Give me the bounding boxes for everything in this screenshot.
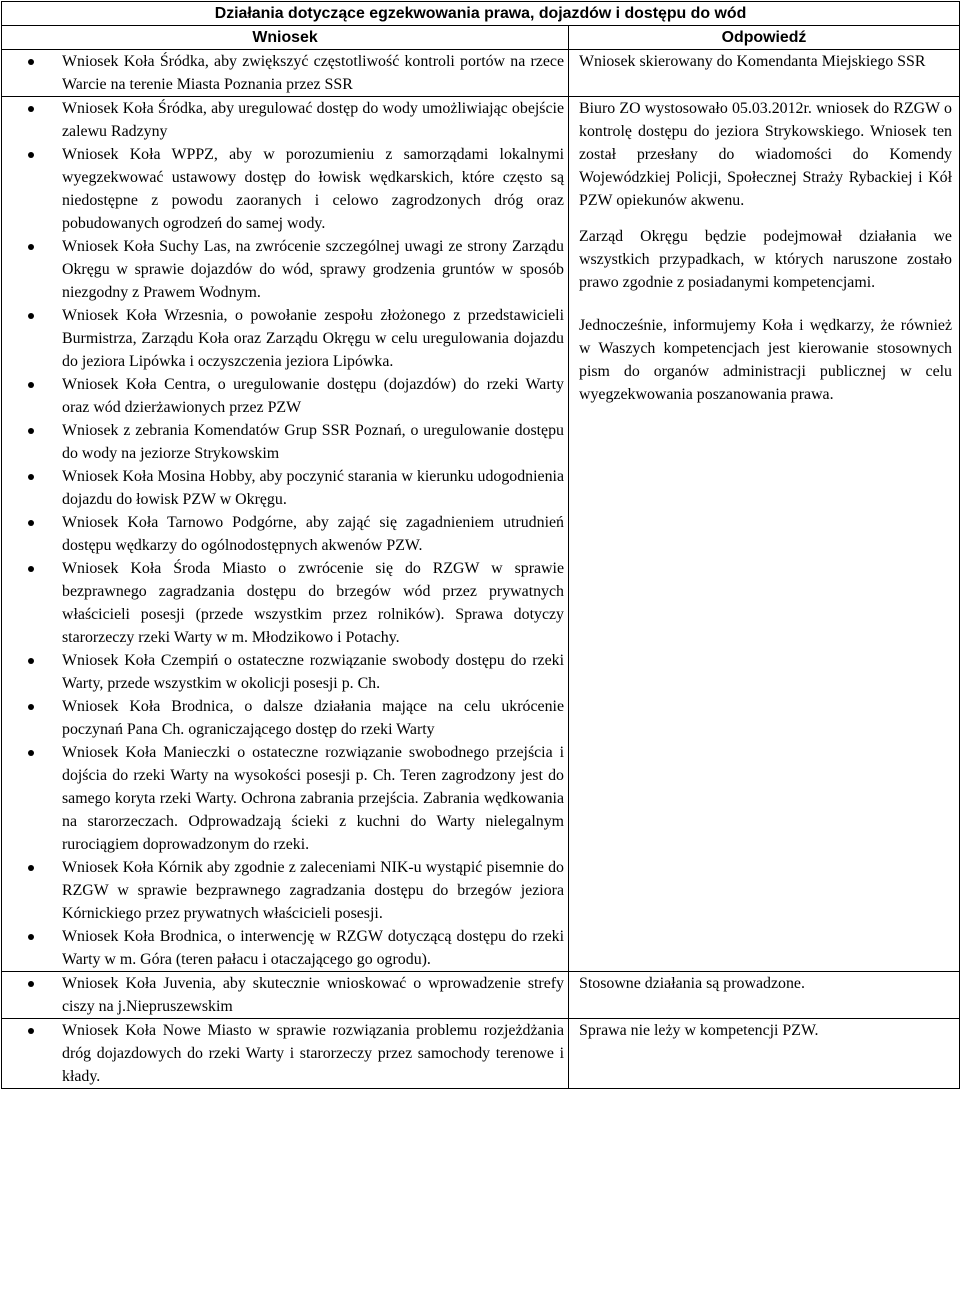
bullet-icon: [28, 474, 34, 480]
bullet-icon: [28, 106, 34, 112]
bullet-icon: [28, 244, 34, 250]
bullet-icon: [28, 865, 34, 871]
response-text: Sprawa nie leży w kompetencji PZW.: [579, 1022, 819, 1039]
request-item: Wniosek Koła Czempiń o ostateczne rozwiązanie swobody dostępu do rzeki Warty, przede wszystkim w okolicji posesji p. Ch.: [2, 649, 568, 695]
bullet-icon: [28, 981, 34, 987]
request-item: Wniosek Koła Suchy Las, na zwrócenie szczególnej uwagi ze strony Zarządu Okręgu w sprawie dojazdów do wód, sprawy grodzenia gruntów w sposób niezgodny z Prawem Wodnym.: [2, 235, 568, 304]
bullet-icon: [28, 428, 34, 434]
table-header-row: [2, 26, 960, 50]
column-header-response: Odpowiedź: [569, 26, 960, 50]
request-cell: [2, 972, 569, 1019]
request-item: Wniosek Koła Śródka, aby uregulować dostęp do wody umożliwiając obejście zalewu Radzyny: [2, 97, 568, 143]
bullet-icon: [28, 1028, 34, 1034]
request-item: Wniosek Koła Brodnica, o dalsze działania mające na celu ukrócenie poczynań Pana Ch. ograniczającego dostęp do rzeki Warty: [2, 695, 568, 741]
bullet-icon: [28, 382, 34, 388]
request-item: Wniosek Koła Centra, o uregulowanie dostępu (dojazdów) do rzeki Warty oraz wód dzierżawionych przez PZW: [2, 373, 568, 419]
request-item: Wniosek Koła Środa Miasto o zwrócenie się do RZGW w sprawie bezprawnego zagradzania dostępu do brzegów wód przez prywatnych właścicieli posesji (przede wszystkim przez rolników). Sprawa dotyczy starorzeczy rzeki Warty w m. Młodzikowo i Potachy.: [2, 557, 568, 649]
table-row: [2, 97, 960, 972]
table-title: Działania dotyczące egzekwowania prawa, dojazdów i dostępu do wód: [2, 2, 960, 26]
request-item: Wniosek Koła Tarnowo Podgórne, aby zająć się zagadnieniem utrudnień dostępu wędkarzy do ogólnodostępnych akwenów PZW.: [2, 511, 568, 557]
request-item: Wniosek Koła Mosina Hobby, aby poczynić starania w kierunku udogodnienia dojazdu do łowisk PZW w Okręgu.: [2, 465, 568, 511]
table-row: [2, 1019, 960, 1089]
request-cell: [2, 1019, 569, 1089]
response-text: Biuro ZO wystosowało 05.03.2012r. wniosek do RZGW o kontrolę dostępu do jeziora Strykowskiego. Wniosek ten został przesłany do wiadomości do Komendy Wojewódzkiej Policji, Społecznej Straży Rybackiej i Kół PZW opiekunów akwenu.: [579, 100, 952, 209]
request-cell: [2, 50, 569, 97]
response-cell: [569, 972, 960, 1019]
response-text: Zarząd Okręgu będzie podejmował działania we wszystkich przypadkach, w których naruszone zostało prawo zgodnie z posiadanymi kompetencjami.: [579, 228, 952, 291]
response-text: Wniosek skierowany do Komendanta Miejskiego SSR: [579, 53, 926, 70]
column-header-request: Wniosek: [2, 26, 569, 50]
table-title-row: [2, 2, 960, 26]
request-item: Wniosek Koła Śródka, aby zwiększyć częstotliwość kontroli portów na rzece Warcie na terenie Miasta Poznania przez SSR: [2, 50, 568, 96]
request-cell: [2, 97, 569, 972]
table-row: [2, 50, 960, 97]
response-text: Stosowne działania są prowadzone.: [579, 975, 805, 992]
bullet-icon: [28, 152, 34, 158]
request-item: Wniosek Koła Juvenia, aby skutecznie wnioskować o wprowadzenie strefy ciszy na j.Niepruszewskim: [2, 972, 568, 1018]
request-item: Wniosek Koła Wrzesnia, o powołanie zespołu złożonego z przedstawicieli Burmistrza, Zarządu Koła oraz Zarządu Okręgu w celu uregulowania dojazdu do jeziora Lipówka i oczyszczenia jeziora Lipówka.: [2, 304, 568, 373]
request-item: Wniosek Koła Nowe Miasto w sprawie rozwiązania problemu rozjeżdżania dróg dojazdowych do rzeki Warty i starorzeczy przez samochody terenowe i kłady.: [2, 1019, 568, 1088]
bullet-icon: [28, 704, 34, 710]
table-row: [2, 972, 960, 1019]
bullet-icon: [28, 658, 34, 664]
bullet-icon: [28, 59, 34, 65]
request-item: Wniosek Koła Kórnik aby zgodnie z zaleceniami NIK-u wystąpić pisemnie do RZGW w sprawie bezprawnego zagradzania dostępu do brzegów jeziora Kórnickiego przez prywatnych właścicieli posesji.: [2, 856, 568, 925]
requests-table: [1, 1, 960, 1089]
response-text: Jednocześnie, informujemy Koła i wędkarzy, że również w Waszych kompetencjach jest kierowanie stosownych pism do organów administracji publicznej w celu wyegzekwowania poszanowania prawa.: [579, 317, 952, 403]
request-item: Wniosek z zebrania Komendatów Grup SSR Poznań, o uregulowanie dostępu do wody na jeziorze Strykowskim: [2, 419, 568, 465]
request-item: Wniosek Koła Brodnica, o interwencję w RZGW dotyczącą dostępu do rzeki Warty w m. Góra (teren pałacu i otaczającego go ogrodu).: [2, 925, 568, 971]
bullet-icon: [28, 313, 34, 319]
response-cell: [569, 50, 960, 97]
request-item: Wniosek Koła WPPZ, aby w porozumieniu z samorządami lokalnymi wyegzekwować ustawowy dostęp do łowisk wędkarskich, które często są niedostępne z powodu zaoranych i celowo zagrodzonych dróg oraz pobudowanych ogrodzeń do samej wody.: [2, 143, 568, 235]
response-cell: [569, 97, 960, 972]
bullet-icon: [28, 566, 34, 572]
bullet-icon: [28, 520, 34, 526]
bullet-icon: [28, 750, 34, 756]
bullet-icon: [28, 934, 34, 940]
response-cell: [569, 1019, 960, 1089]
request-item: Wniosek Koła Manieczki o ostateczne rozwiązanie swobodnego przejścia i dojścia do rzeki Warty na wysokości posesji p. Ch. Teren zagrodzony jest do samego koryta rzeki Warty. Ochrona zabrania przejścia. Zabrania wędkowania na starorzeczach. Odprowadzają ścieki z kuchni do Warty nielegalnym rurociągiem doprowadzonym do rzeki.: [2, 741, 568, 856]
